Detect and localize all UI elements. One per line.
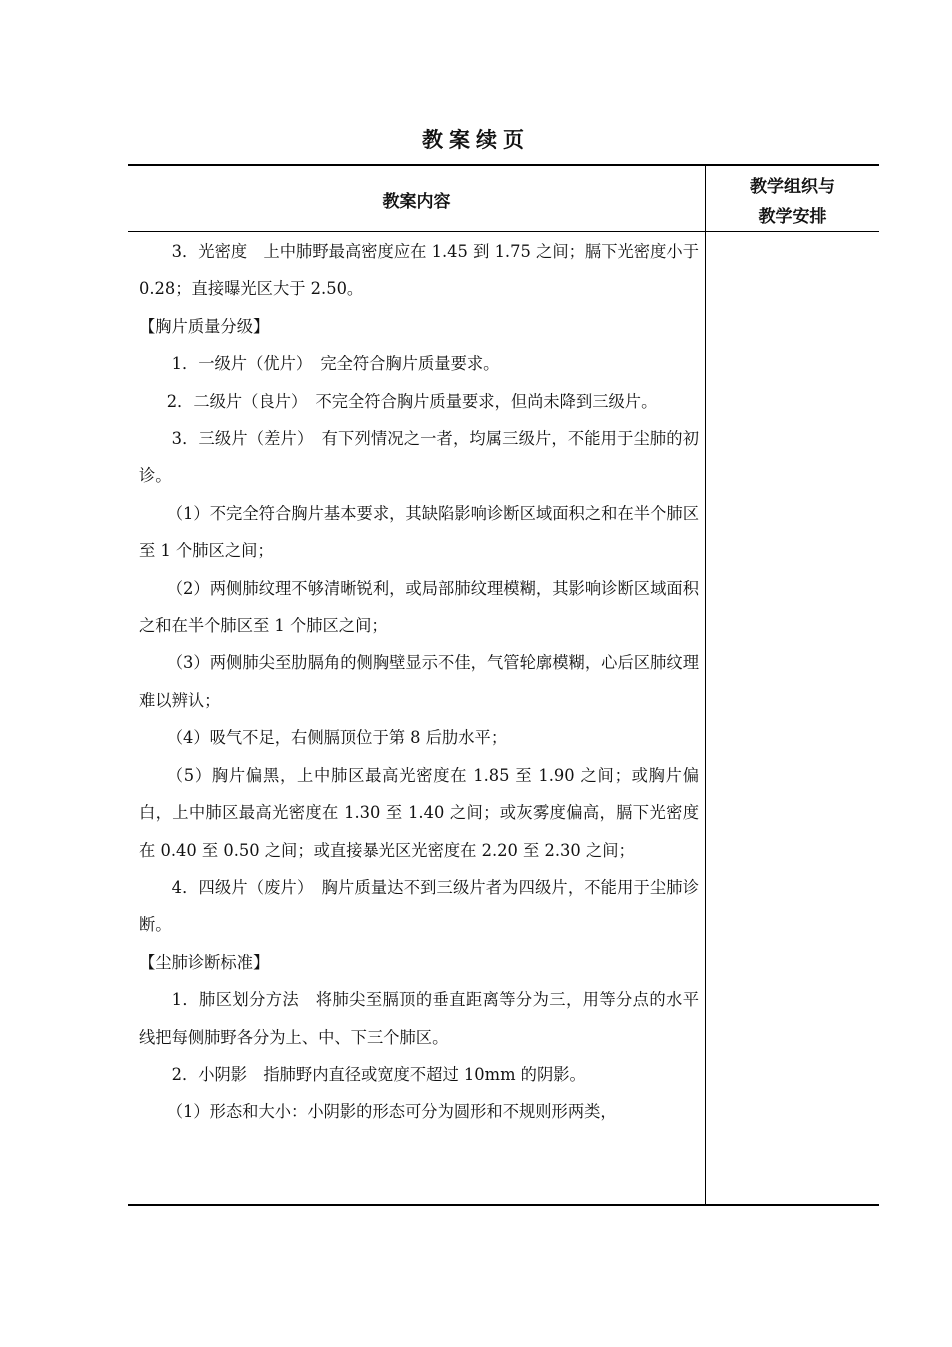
section-heading-diagnosis: 【尘肺诊断标准】 [139, 952, 270, 972]
paragraph-item-4: （4）吸气不足，右侧膈顶位于第 8 后肋水平； [166, 728, 508, 748]
section-heading-grading: 【胸片质量分级】 [139, 316, 270, 336]
paragraph-grade-2: 2．二级片（良片） 不完全符合胸片质量要求，但尚未降到三级片。 [166, 391, 658, 411]
header-teaching-arrangement [706, 172, 879, 232]
paragraph-grade-4: 4．四级片（废片） 胸片质量达不到三级片者为四级片，不能用于尘肺诊断。 [139, 877, 699, 935]
paragraph-small-opacity: 2．小阴影 指肺野内直径或宽度不超过 10mm 的阴影。 [171, 1064, 586, 1084]
lesson-content-body [139, 233, 699, 1131]
paragraph-shape-size: （1）形态和大小：小阴影的形态可分为圆形和不规则形两类， [166, 1102, 617, 1122]
page-title: 教案续页 [422, 127, 530, 152]
paragraph-item-2: （2）两侧肺纹理不够清晰锐利，或局部肺纹理模糊，其影响诊断区域面积之和在半个肺区至 1 个肺区之间； [139, 578, 699, 636]
header-org-line2: 教学安排 [758, 207, 827, 227]
paragraph-grade-1: 1．一级片（优片） 完全符合胸片质量要求。 [171, 354, 500, 374]
paragraph-optical-density: 3．光密度 上中肺野最高密度应在 1.45 到 1.75 之间；膈下光密度小于 0.28；直接曝光区大于 2.50。 [139, 242, 699, 299]
lesson-plan-table [128, 164, 879, 1206]
column-divider [705, 166, 706, 1204]
table-header [128, 166, 879, 232]
paragraph-item-3: （3）两侧肺尖至肋膈角的侧胸壁显示不佳，气管轮廓模糊，心后区肺纹理难以辨认； [139, 653, 699, 710]
paragraph-item-5: （5）胸片偏黑，上中肺区最高光密度在 1.85 至 1.90 之间；或胸片偏白，上中肺区最高光密度在 1.30 至 1.40 之间；或灰雾度偏高，膈下光密度在 0.40 至 0.50 之间；或直接暴光区光密度在 2.20 至 2.30 之间； [139, 765, 699, 860]
header-lesson-content: 教案内容 [382, 191, 451, 212]
paragraph-grade-3: 3．三级片（差片） 有下列情况之一者，均属三级片，不能用于尘肺的初诊。 [139, 429, 699, 486]
paragraph-lung-zones: 1．肺区划分方法 将肺尖至膈顶的垂直距离等分为三，用等分点的水平线把每侧肺野各分为上、中、下三个肺区。 [139, 990, 699, 1047]
paragraph-item-1: （1）不完全符合胸片基本要求，其缺陷影响诊断区域面积之和在半个肺区至 1 个肺区之间； [139, 503, 699, 561]
header-org-line1: 教学组织与 [750, 177, 835, 197]
